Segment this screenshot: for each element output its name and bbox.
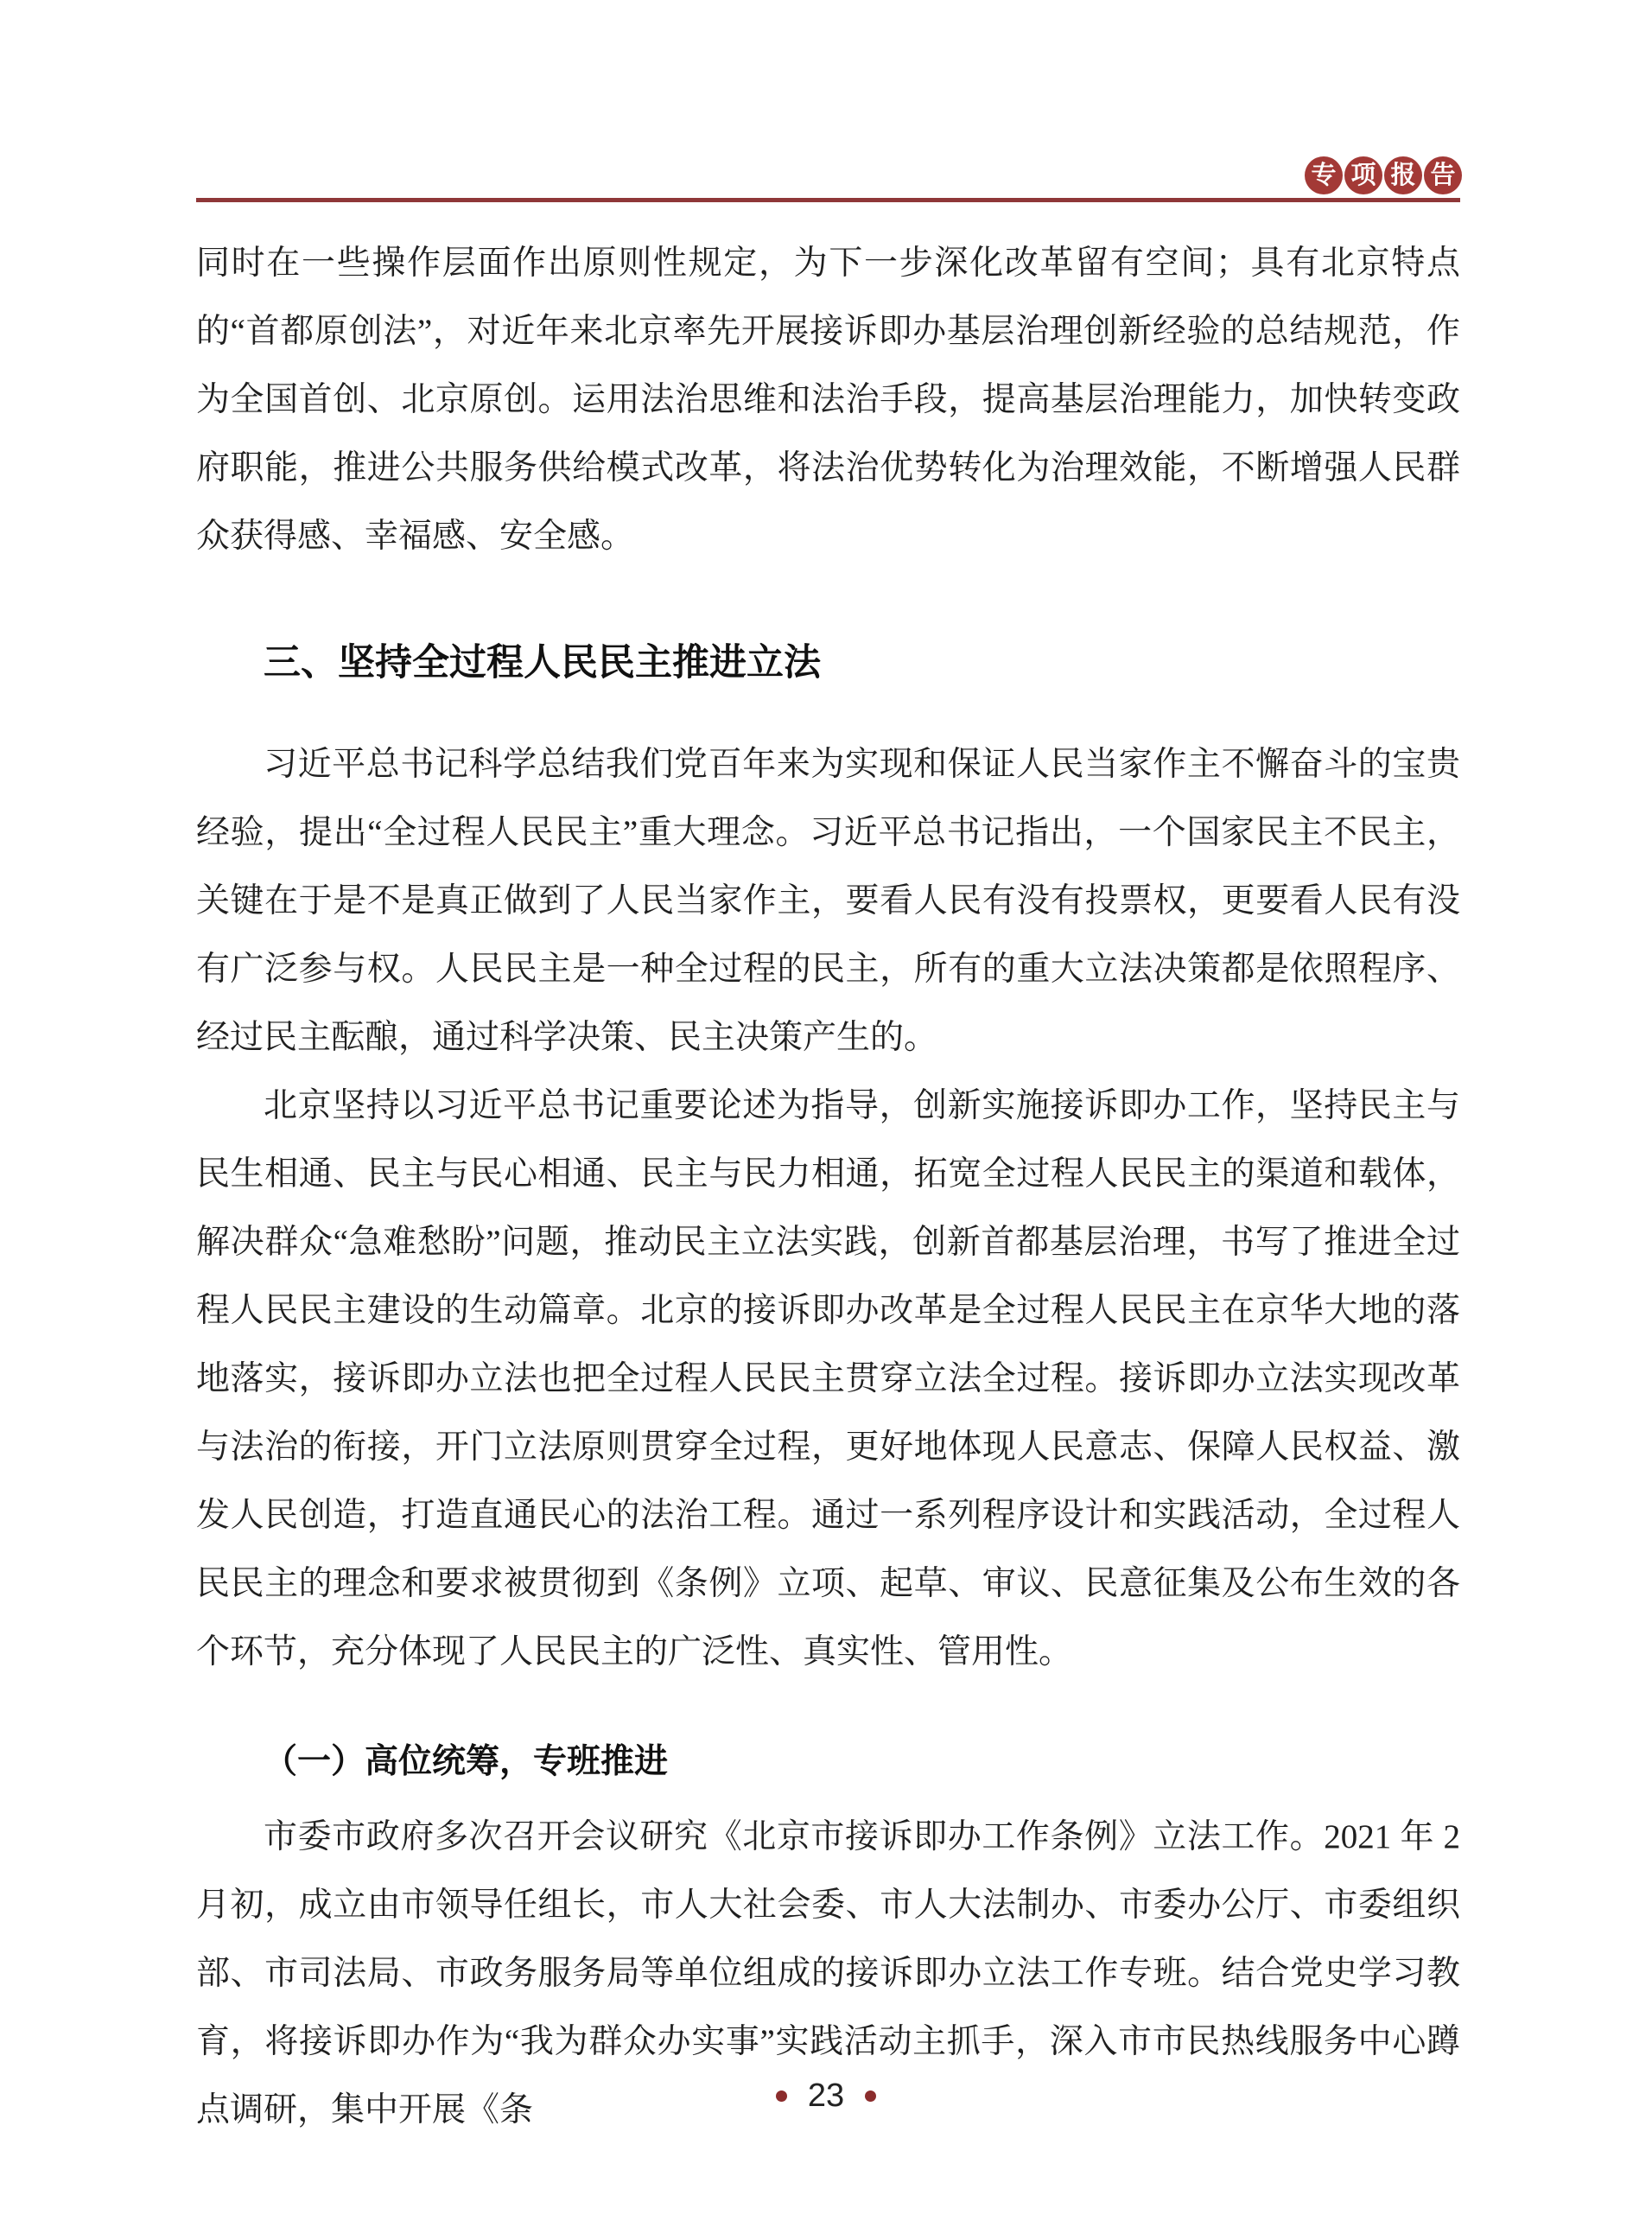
paragraph: 市委市政府多次召开会议研究《北京市接诉即办工作条例》立法工作。2021 年 2 月初，成立由市领导任组长，市人大社会委、市人大法制办、市委办公厅、市委组织部、市司法局、市政务服务局等单位组成的接诉即办立法工作专班。结合党史学习教育，将接诉即办作为“我为群众办实事”实践活动主抓手，深入市市民热线服务中心蹲点调研，集中开展《条 [196, 1818, 1460, 2129]
section-heading: 三、坚持全过程人民民主推进立法 [264, 642, 821, 684]
paragraph: 习近平总书记科学总结我们党百年来为实现和保证人民当家作主不懈奋斗的宝贵经验，提出“全过程人民民主”重大理念。习近平总书记指出，一个国家民主不民主，关键在于是不是真正做到了人民当家作主，要看人民有没有投票权，更要看人民有没有广泛参与权。人民民主是一种全过程的民主，所有的重大立法决策都是依照程序、经过民主酝酿，通过科学决策、民主决策产生的。 [196, 746, 1460, 1056]
paragraph: 同时在一些操作层面作出原则性规定，为下一步深化改革留有空间；具有北京特点的“首都原创法”，对近年来北京率先开展接诉即办基层治理创新经验的总结规范，作为全国首创、北京原创。运用法治思维和法治手段，提高基层治理能力，加快转变政府职能，推进公共服务供给模式改革，将法治优势转化为治理效能，不断增强人民群众获得感、幸福感、安全感。 [196, 245, 1460, 555]
badge-char-circle: 告 [1424, 156, 1462, 194]
page-number: 23 [807, 2078, 845, 2114]
page-footer [0, 2079, 1652, 2112]
footer-dot-icon [776, 2090, 787, 2102]
header-divider-rule [196, 198, 1460, 202]
footer-dot-icon [865, 2090, 876, 2102]
badge-char-circle: 报 [1384, 156, 1422, 194]
paragraph: 北京坚持以习近平总书记重要论述为指导，创新实施接诉即办工作，坚持民主与民生相通、民主与民心相通、民主与民力相通，拓宽全过程人民民主的渠道和载体，解决群众“急难愁盼”问题，推动民主立法实践，创新首都基层治理，书写了推进全过程人民民主建设的生动篇章。北京的接诉即办改革是全过程人民民主在京华大地的落地落实，接诉即办立法也把全过程人民民主贯穿立法全过程。接诉即办立法实现改革与法治的衔接，开门立法原则贯穿全过程，更好地体现人民意志、保障人民权益、激发人民创造，打造直通民心的法治工程。通过一系列程序设计和实践活动，全过程人民民主的理念和要求被贯彻到《条例》立项、起草、审议、民意征集及公布生效的各个环节，充分体现了人民民主的广泛性、真实性、管用性。 [196, 1087, 1460, 1670]
page-body [196, 229, 1460, 2144]
report-type-badge [1305, 156, 1462, 194]
badge-char-circle: 项 [1344, 156, 1382, 194]
subsection-heading: （一）高位统筹，专班推进 [264, 1743, 669, 1780]
badge-char-circle: 专 [1305, 156, 1343, 194]
